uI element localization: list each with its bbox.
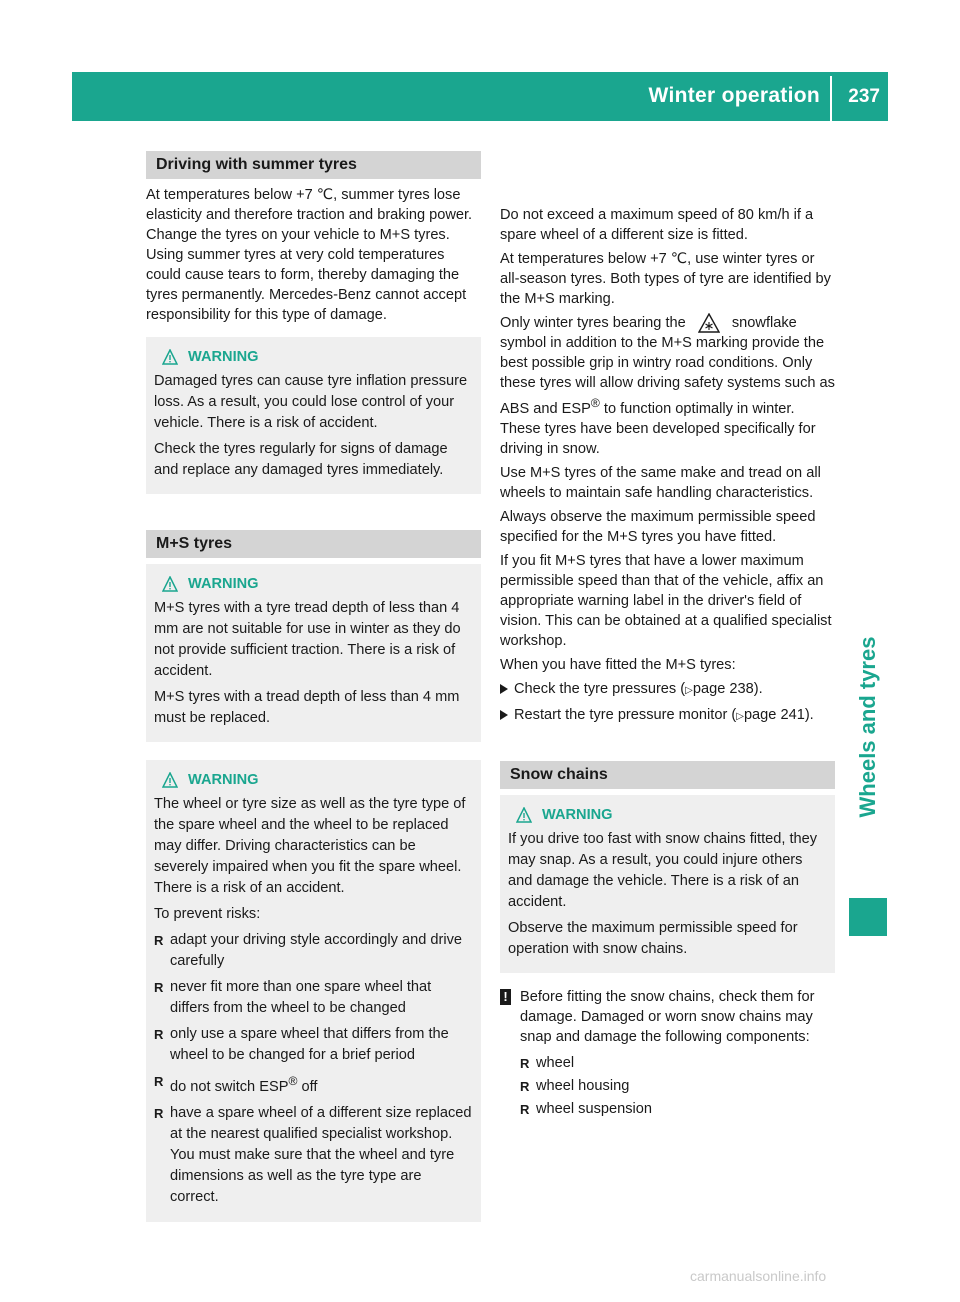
- list-item: R wheel housing: [520, 1076, 835, 1097]
- right-column: [500, 151, 835, 1126]
- body-text-part: snowflake symbol in addition to the M+S marking provide the best possible grip in wintry road conditions. Only these tyres will allow driving safety systems such as ABS and ESP: [500, 315, 835, 417]
- registered-mark: ®: [288, 1074, 298, 1088]
- component-list: [520, 1053, 835, 1120]
- page-header: [72, 72, 888, 121]
- page-ref-arrow-icon: ▷: [736, 711, 744, 722]
- step-list: [500, 679, 835, 727]
- side-tab-label: Wheels and tyres: [855, 636, 880, 818]
- body-text: At temperatures below +7 ℃, use winter tyres or all-season tyres. Both types of tyre are identified by the M+S marking.: [500, 251, 831, 307]
- list-item-text: off: [297, 1078, 318, 1095]
- warning-text: M+S tyres with a tyre tread depth of less than 4 mm are not suitable for use in winter as they do not provide sufficient traction. There is a risk of accident.: [154, 600, 461, 679]
- list-item: R never fit more than one spare wheel that differs from the wheel to be changed: [154, 977, 473, 1019]
- section-heading-ms: M+S tyres: [146, 530, 481, 558]
- column-spacer: [500, 731, 835, 761]
- list-item: [154, 1071, 473, 1098]
- list-item: R have a spare wheel of a different size replaced at the nearest qualified specialist workshop. You must make sure that the wheel and tyre dimensions as well as the tyre type are correct.: [154, 1103, 473, 1208]
- warning-heading: [154, 768, 473, 792]
- warning-box-spare-wheel: [146, 760, 481, 1222]
- snowflake-mountain-icon: [698, 313, 720, 333]
- section-heading-summer: Driving with summer tyres: [146, 151, 481, 179]
- warning-triangle-icon: [162, 576, 178, 592]
- left-column: [146, 151, 481, 1222]
- column-spacer: [500, 151, 835, 205]
- registered-mark: ®: [590, 396, 600, 411]
- risk-list: [154, 930, 473, 1208]
- body-text: If you fit M+S tyres that have a lower maximum permissible speed than that of the vehicle, affix an appropriate warning label in the driver's field of vision. This can be obtained at a qualified specialist workshop.: [500, 553, 832, 649]
- list-item: R wheel suspension: [520, 1099, 835, 1120]
- warning-text: Observe the maximum permissible speed for operation with snow chains.: [508, 920, 798, 957]
- exclamation-icon: !: [500, 989, 511, 1005]
- warning-label: WARNING: [188, 772, 259, 788]
- warning-text: Check the tyres regularly for signs of damage and replace any damaged tyres immediately.: [154, 441, 448, 478]
- warning-label: WARNING: [188, 349, 259, 365]
- warning-text: M+S tyres with a tread depth of less than 4 mm must be replaced.: [154, 689, 460, 726]
- body-text: Do not exceed a maximum speed of 80 km/h if a spare wheel of a different size is fitted.: [500, 207, 814, 243]
- summer-intro: At temperatures below +7 ℃, summer tyres lose elasticity and therefore traction and braking power. Change the tyres on your vehicle to M+S tyres. Using summer tyres at very cold temperatures could cause tears to form, thereby damaging the tyres permanently. Mercedes-Benz cannot accept responsibility for this type of damage.: [146, 187, 473, 323]
- step-text: ).: [804, 707, 814, 723]
- warning-triangle-icon: [516, 807, 532, 823]
- warning-box-damaged-tyres: [146, 337, 481, 494]
- step-item: [500, 705, 835, 727]
- damage-notice: [500, 987, 835, 1120]
- warning-box-snow-chains: [500, 795, 835, 973]
- warning-text: If you drive too fast with snow chains fitted, they may snap. As a result, you could injure others and damage the vehicle. There is a risk of an accident.: [508, 831, 818, 910]
- step-item: [500, 679, 835, 701]
- page-ref-link[interactable]: page 241: [743, 707, 805, 723]
- body-text: When you have fitted the M+S tyres:: [500, 657, 736, 673]
- section-heading-snow-chains: Snow chains: [500, 761, 835, 789]
- warning-text: The wheel or tyre size as well as the tyre type of the spare wheel and the wheel to be replaced may differ. Driving characteristics can be severely impaired when you fit the spare wheel. There is a risk of an accident.: [154, 796, 466, 896]
- warning-box-tread-depth: [146, 564, 481, 742]
- warning-label: WARNING: [188, 576, 259, 592]
- list-item: R only use a spare wheel that differs from the wheel to be changed for a brief period: [154, 1024, 473, 1066]
- page-number: 237: [848, 86, 880, 107]
- notice-text: Before fitting the snow chains, check them for damage. Damaged or worn snow chains may snap and damage the following components:: [520, 989, 815, 1045]
- warning-triangle-icon: [162, 772, 178, 788]
- body-text: Always observe the maximum permissible speed specified for the M+S tyres you have fitted.: [500, 509, 816, 545]
- warning-heading: [154, 345, 473, 369]
- body-text: [500, 313, 835, 459]
- warning-heading: [154, 572, 473, 596]
- warning-text: To prevent risks:: [154, 906, 261, 922]
- side-tab-marker: [849, 898, 887, 936]
- body-text: Use M+S tyres of the same make and tread on all wheels to maintain safe handling characteristics.: [500, 465, 821, 501]
- page-ref-arrow-icon: ▷: [685, 685, 693, 696]
- page-ref-link[interactable]: page 238: [692, 681, 754, 697]
- warning-heading: [508, 803, 827, 827]
- header-divider: [830, 76, 832, 121]
- list-item: R wheel: [520, 1053, 835, 1074]
- body-text-part: Only winter tyres bearing the: [500, 315, 686, 331]
- step-text: Check the tyre pressures (: [514, 681, 686, 697]
- list-item: R adapt your driving style accordingly and drive carefully: [154, 930, 473, 972]
- warning-text: Damaged tyres can cause tyre inflation pressure loss. As a result, you could lose control of your vehicle. There is a risk of accident.: [154, 373, 468, 431]
- body-text-part: to function optimally in winter. These tyres have been developed specifically for driving in snow.: [500, 401, 816, 457]
- list-item-text: do not switch ESP: [170, 1078, 289, 1095]
- watermark-text: carmanualsonline.info: [690, 1268, 827, 1284]
- chapter-title: Winter operation: [648, 84, 820, 107]
- step-text: ).: [753, 681, 763, 697]
- warning-triangle-icon: [162, 349, 178, 365]
- warning-label: WARNING: [542, 807, 613, 823]
- step-text: Restart the tyre pressure monitor (: [514, 707, 737, 723]
